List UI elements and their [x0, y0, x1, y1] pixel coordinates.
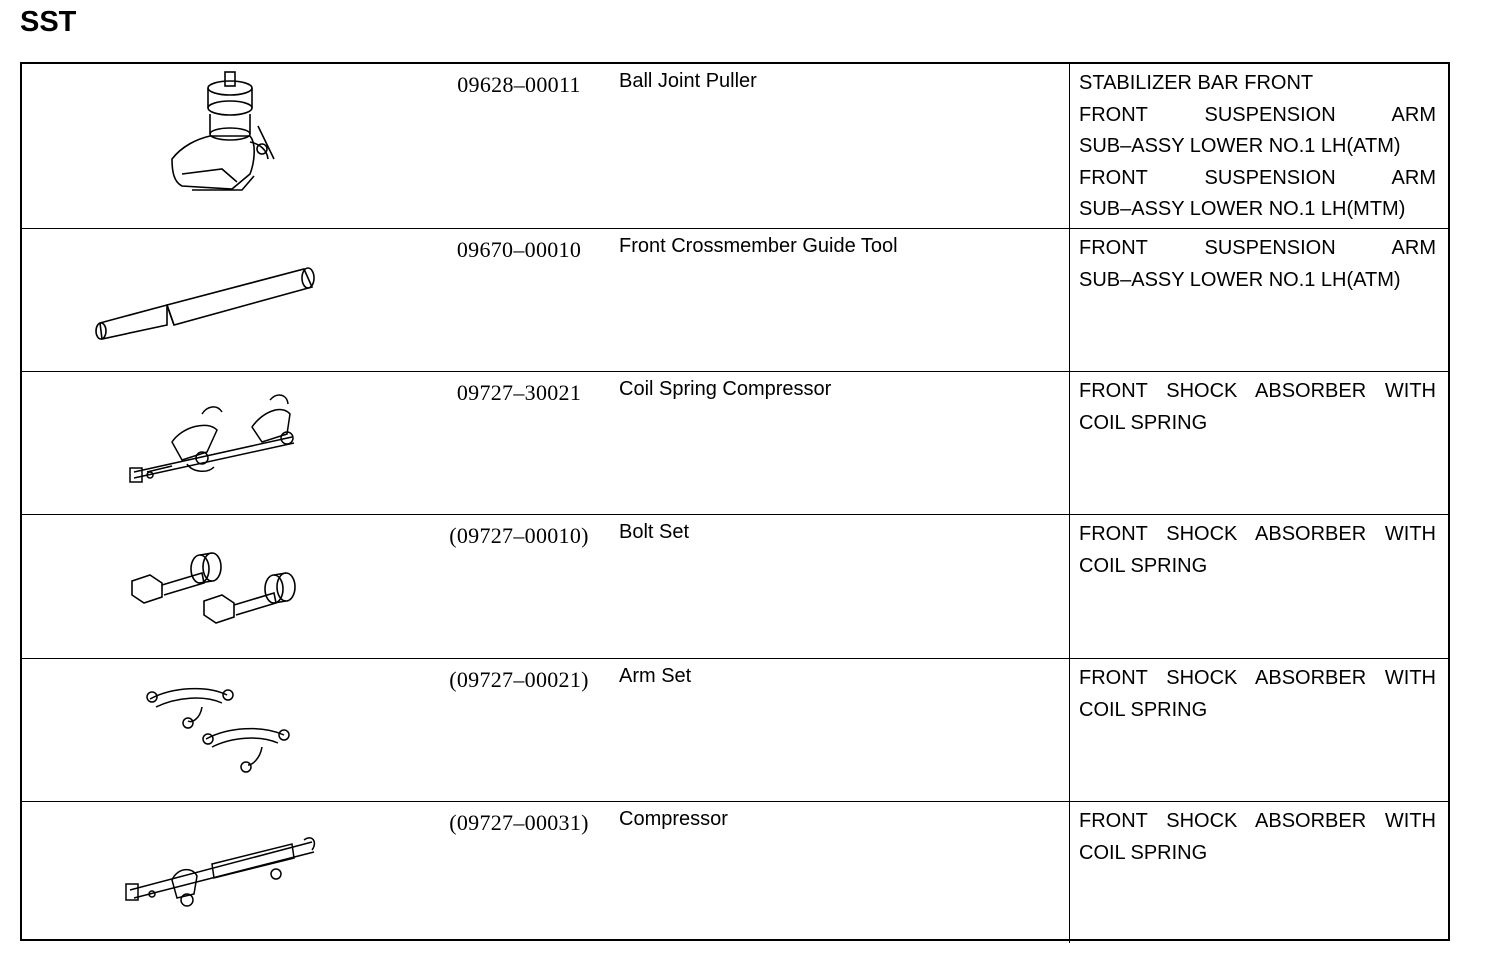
part-number: 09727–30021: [456, 380, 582, 405]
usage-line: STABILIZER BAR FRONT: [1079, 72, 1314, 94]
tool-illustration: [22, 802, 422, 943]
tool-illustration: [22, 229, 422, 371]
column-divider: [1069, 372, 1070, 514]
table-row: [22, 659, 1448, 802]
usage-line: COIL SPRING: [1079, 698, 1208, 721]
tool-name: Compressor: [619, 808, 728, 830]
usage-line: COIL SPRING: [1079, 841, 1208, 864]
tool-illustration: [22, 515, 422, 658]
column-divider: [1069, 229, 1070, 371]
usage-line: FRONT SUSPENSION ARM: [1079, 166, 1436, 189]
usage-list: [1079, 68, 1436, 226]
tool-illustration: [22, 372, 422, 514]
column-divider: [1069, 802, 1070, 943]
column-divider: [1069, 515, 1070, 658]
usage-line: FRONT SHOCK ABSORBER WITH: [1079, 667, 1436, 689]
usage-list: [1079, 519, 1436, 582]
coil-spring-compressor-icon: [22, 372, 422, 515]
usage-list: [1079, 806, 1436, 869]
compressor-icon: [22, 802, 422, 943]
usage-line: FRONT SHOCK ABSORBER WITH: [1079, 523, 1436, 545]
page-title: SST: [20, 6, 77, 38]
table-row: [22, 64, 1448, 229]
usage-list: [1079, 233, 1436, 296]
table-row: [22, 372, 1448, 515]
table-row: [22, 229, 1448, 372]
usage-list: [1079, 376, 1436, 439]
part-number: 09628–00011: [457, 72, 581, 97]
column-divider: [1069, 64, 1070, 228]
usage-line: SUB–ASSY LOWER NO.1 LH(ATM): [1079, 268, 1401, 291]
usage-line: FRONT SHOCK ABSORBER WITH: [1079, 380, 1436, 402]
usage-list: [1079, 663, 1436, 726]
column-divider: [1069, 659, 1070, 801]
usage-line: SUB–ASSY LOWER NO.1 LH(ATM): [1079, 135, 1401, 157]
tool-name: Coil Spring Compressor: [619, 378, 832, 400]
usage-line: FRONT SUSPENSION ARM: [1079, 237, 1436, 259]
arm-set-icon: [22, 659, 422, 802]
sst-table: [20, 62, 1450, 941]
table-row: [22, 515, 1448, 659]
ball-joint-puller-icon: [22, 64, 422, 229]
usage-line: SUB–ASSY LOWER NO.1 LH(MTM): [1079, 198, 1406, 220]
usage-line: COIL SPRING: [1079, 554, 1208, 577]
usage-line: FRONT SUSPENSION ARM: [1079, 103, 1436, 126]
table-row: [22, 802, 1448, 943]
part-number: (09727–00031): [449, 810, 589, 835]
tool-illustration: [22, 64, 422, 228]
usage-line: COIL SPRING: [1079, 411, 1208, 434]
tool-name: Arm Set: [619, 665, 692, 687]
bolt-set-icon: [22, 515, 422, 659]
tool-name: Bolt Set: [619, 521, 690, 543]
tool-name: Front Crossmember Guide Tool: [619, 235, 898, 257]
usage-line: FRONT SHOCK ABSORBER WITH: [1079, 810, 1436, 832]
tool-illustration: [22, 659, 422, 801]
part-number: (09727–00021): [449, 667, 589, 692]
guide-tool-icon: [22, 229, 422, 372]
part-number: 09670–00010: [456, 237, 582, 262]
tool-name: Ball Joint Puller: [619, 70, 757, 92]
part-number: (09727–00010): [449, 523, 589, 548]
